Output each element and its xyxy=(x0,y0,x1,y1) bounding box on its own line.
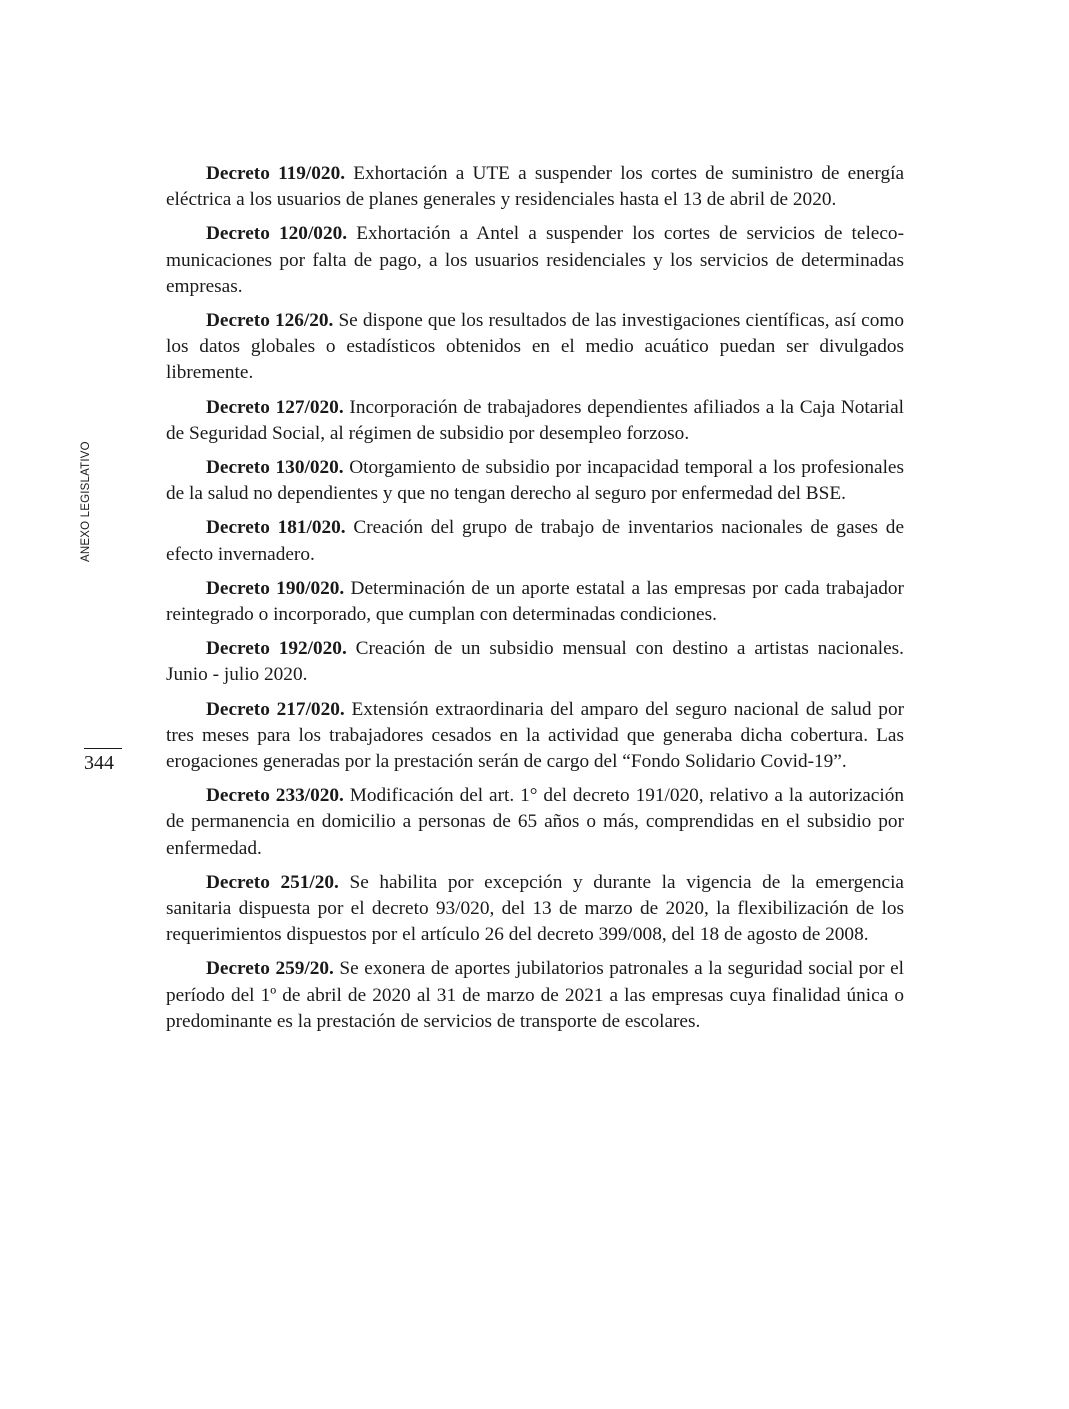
decree-description: Se dispone que los resultados de las investigaciones científicas, así como los datos globales o estadísticos obtenidos en el medio acuático puedan ser divulgados libremente. xyxy=(166,310,905,384)
decree-reference: Decreto 233/020. xyxy=(206,785,344,807)
page-body xyxy=(166,161,904,1043)
decree-reference: Decreto 181/020. xyxy=(206,517,346,539)
decree-entry xyxy=(166,870,904,949)
decree-reference: Decreto 190/020. xyxy=(206,577,345,599)
decree-entry xyxy=(166,515,904,567)
decree-entry xyxy=(166,697,904,776)
decree-description: Exhortación a Antel a suspender los cortes de servicios de telecomunicaciones por falta de pago, a los usuarios residenciales y los servicios de determinadas empresas. xyxy=(166,223,904,297)
decree-entry xyxy=(166,221,904,300)
decree-entry xyxy=(166,576,904,628)
decree-description: Se habilita por excepción y durante la vigencia de la emergencia sanitaria dispuesta por el decreto 93/020, del 13 de marzo de 2020, la flexibilización de los requerimientos dispuestos por el artículo 26 del decreto 399/008, del 18 de agosto de 2008. xyxy=(166,871,904,946)
decree-reference: Decreto 120/020. xyxy=(206,223,348,245)
decree-reference: Decreto 259/20. xyxy=(206,958,334,980)
decree-entry xyxy=(166,395,904,447)
decree-description: Modificación del art. 1° del decreto 191/020, relativo a la autorización de permanencia en domicilio a personas de 65 años o más, comprendidas en el subsidio por enfermedad. xyxy=(166,785,904,859)
decree-reference: Decreto 130/020. xyxy=(206,457,344,479)
decree-description: Extensión extraordinaria del amparo del seguro nacional de salud por tres meses para los trabajadores cesados en la actividad que generaba dicha cobertura. Las erogaciones generadas por la prestación serán de cargo del “Fondo Solidario Covid-19”. xyxy=(166,698,905,773)
decree-description: Determinación de un aporte estatal a las empresas por cada trabajador reintegrado o incorporado, que cumplan con determinadas condiciones. xyxy=(166,577,904,626)
decree-description: Incorporación de trabajadores dependientes afiliados a la Caja Notarial de Seguridad Social, al régimen de subsidio por desempleo forzoso. xyxy=(166,396,904,444)
decree-reference: Decreto 126/20. xyxy=(206,310,334,332)
decree-reference: Decreto 251/20. xyxy=(206,871,339,893)
decree-reference: Decreto 127/020. xyxy=(206,396,344,418)
section-running-head: ANEXO LEGISLATIVO xyxy=(80,441,92,562)
decree-description: Creación del grupo de trabajo de inventarios nacionales de gases de efecto invernadero. xyxy=(166,517,904,565)
decree-description: Otorgamiento de subsidio por incapacidad temporal a los profesionales de la salud no dependientes y que no tengan derecho al seguro por enfermedad del BSE. xyxy=(166,457,904,505)
decree-reference: Decreto 119/020. xyxy=(206,163,346,184)
decree-entry xyxy=(166,956,904,1035)
decree-description: Creación de un subsidio mensual con destino a artistas nacionales. Junio - julio 2020. xyxy=(166,638,904,686)
decree-entry xyxy=(166,783,904,862)
decree-entry xyxy=(166,455,904,507)
decree-reference: Decreto 192/020. xyxy=(206,638,347,660)
decree-entry xyxy=(166,308,904,387)
page-number-rule xyxy=(84,748,122,749)
decree-entry xyxy=(166,636,904,688)
page-number: 344 xyxy=(84,752,114,774)
decree-description: Se exonera de aportes jubilatorios patronales a la seguridad social por el período del 1º de abril de 2020 al 31 de marzo de 2021 a las empresas cuya finalidad única o predominante es la prestación de servicios de transporte de escolares. xyxy=(166,958,904,1032)
decree-reference: Decreto 217/020. xyxy=(206,698,345,720)
decree-description: Exhortación a UTE a suspender los cortes de suministro de energía eléctrica a los usuarios de planes generales y residenciales hasta el 13 de abril de 2020. xyxy=(166,163,904,211)
decree-entry xyxy=(166,161,904,213)
